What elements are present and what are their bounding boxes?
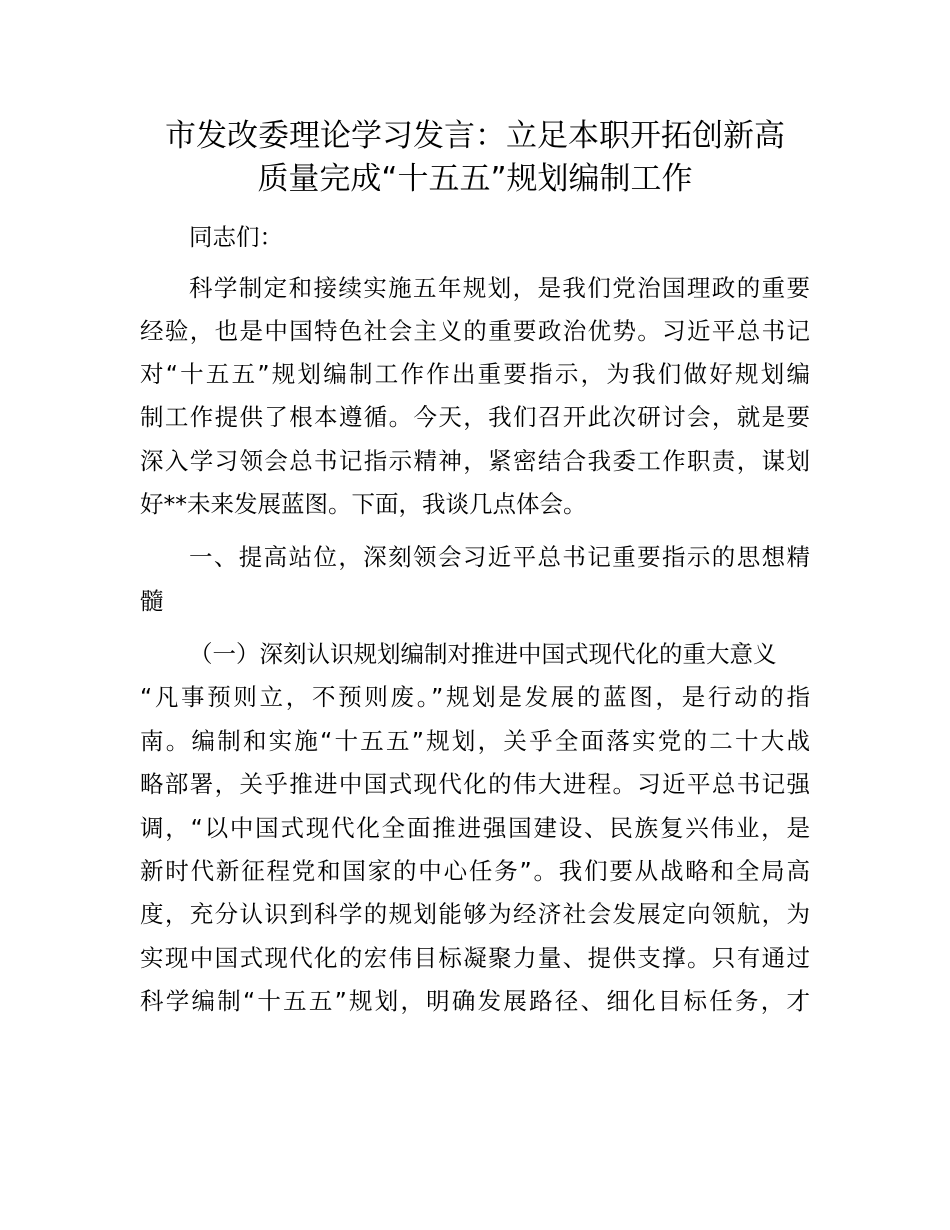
section-heading: 髓 <box>140 587 164 615</box>
salutation: 同志们： <box>189 223 283 251</box>
paragraph-line: 略部署，关乎推进中国式现代化的伟大进程。习近平总书记强 <box>140 770 810 798</box>
document-title-line-2: 质量完成“十五五”规划编制工作 <box>257 161 693 197</box>
paragraph-line: 对“十五五”规划编制工作作出重要指示，为我们做好规划编 <box>140 360 810 388</box>
paragraph-line: 南。编制和实施“十五五”规划，关乎全面落实党的二十大战 <box>140 727 810 755</box>
paragraph-line: 深入学习领会总书记指示精神，紧密结合我委工作职责，谋划 <box>140 447 810 475</box>
paragraph-line: “凡事预则立，不预则废。”规划是发展的蓝图，是行动的指 <box>140 683 810 711</box>
paragraph-line: 好**未来发展蓝图。下面，我谈几点体会。 <box>140 490 587 518</box>
paragraph-line: 实现中国式现代化的宏伟目标凝聚力量、提供支撑。只有通过 <box>140 944 810 972</box>
paragraph-line: 科学编制“十五五”规划，明确发展路径、细化目标任务，才 <box>140 987 810 1015</box>
paragraph-line: 科学制定和接续实施五年规划，是我们党治国理政的重要 <box>189 274 810 302</box>
paragraph-line: 调，“以中国式现代化全面推进强国建设、民族复兴伟业，是 <box>140 814 810 842</box>
section-heading: 一、提高站位，深刻领会习近平总书记重要指示的思想精 <box>189 543 810 571</box>
paragraph-line: 度，充分认识到科学的规划能够为经济社会发展定向领航，为 <box>140 900 810 928</box>
subsection-heading: （一）深刻认识规划编制对推进中国式现代化的重大意义 <box>189 640 777 668</box>
paragraph-line: 制工作提供了根本遵循。今天，我们召开此次研讨会，就是要 <box>140 403 810 431</box>
paragraph-line: 新时代新征程党和国家的中心任务”。我们要从战略和全局高 <box>140 857 810 885</box>
document-title-line-1: 市发改委理论学习发言：立足本职开拓创新高 <box>165 118 785 154</box>
paragraph-line: 经验，也是中国特色社会主义的重要政治优势。习近平总书记 <box>140 317 810 345</box>
